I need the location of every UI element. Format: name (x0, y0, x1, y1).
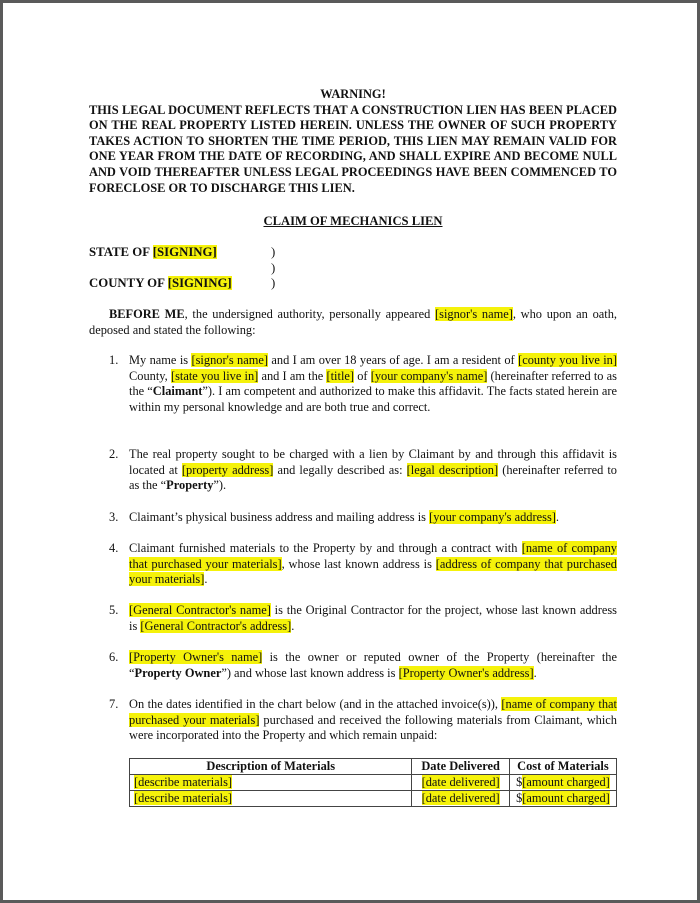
item-1 (129, 353, 617, 415)
claim-title: CLAIM OF MECHANICS LIEN (263, 214, 443, 228)
table-header-row (130, 759, 617, 775)
placeholder-field: [your company's address] (429, 510, 556, 524)
defined-term: Property Owner (134, 665, 222, 680)
item-text: ”) and whose last known address is (221, 665, 399, 680)
row-description (130, 791, 412, 807)
placeholder-field: [signor's name] (191, 353, 268, 367)
materials-table (129, 758, 617, 807)
warning-text: THIS LEGAL DOCUMENT REFLECTS THAT A CONSTRUCTION LIEN HAS BEEN PLACED ON THE REAL PROPERTY LISTED HEREIN. UNLESS THE OWNER OF SUCH PROPERTY TAKES ACTION TO SHORTEN THE TIME PERIOD, THIS LIEN MAY REMAIN VALID FOR ONE YEAR FROM THE DATE OF RECORDING, AND SHALL EXPIRE AND BECOME NULL AND VOID THEREAFTER UNLESS LEGAL PROCEEDINGS HAVE BEEN COMMENCED TO FORECLOSE OR TO DISCHARGE THIS LIEN. (89, 102, 617, 195)
paren-1: ) (271, 245, 276, 259)
item-text: purchased and received the following materials from Claimant, which were incorporated into the Property and which remain unpaid: (129, 712, 617, 743)
row-cost (509, 775, 616, 791)
item-text: . (204, 572, 208, 587)
placeholder-field: [General Contractor's address] (140, 618, 292, 633)
item-text: County, (129, 368, 171, 383)
placeholder-field: [title] (326, 368, 355, 383)
item-6 (129, 650, 617, 681)
placeholder-field: [address of company that purchased your materials] (129, 556, 617, 587)
placeholder-field: [Property Owner's address] (398, 665, 534, 680)
table-row (130, 791, 617, 807)
row-cost (509, 791, 616, 807)
item-2-number: 2. (109, 447, 119, 461)
paren-2: ) (271, 261, 276, 275)
placeholder-field: [your company's name] (370, 368, 488, 383)
placeholder-field: [Property Owner's name] (129, 650, 263, 664)
placeholder-field: [amount charged] (522, 791, 610, 805)
item-text: (hereinafter referred to as the “ (129, 368, 618, 399)
item-text: (hereinafter referred to as the “ (129, 462, 617, 493)
item-text: The real property sought to be charged with a lien by Claimant by and through this affidavit is located at (129, 447, 617, 477)
state-value: [SIGNING] (152, 245, 217, 259)
intro-text: , the undersigned authority, personally appeared (184, 307, 436, 321)
placeholder-field: [General Contractor's name] (129, 603, 271, 617)
item-4-number: 4. (109, 541, 119, 555)
header-cost: Cost of Materials (509, 759, 616, 775)
county-value: [SIGNING] (167, 276, 232, 290)
state-label: STATE OF (89, 245, 153, 259)
row-date (412, 791, 509, 807)
item-text: Claimant furnished materials to the Property by and through a contract with (129, 541, 522, 555)
item-text: ”). I am competent and authorized to make this affidavit. The facts stated herein are within my personal knowledge and are both true and correct. (129, 384, 617, 414)
item-text: . (533, 665, 537, 680)
placeholder-field: [name of company that purchased your materials] (129, 541, 617, 571)
item-text: On the dates identified in the chart below (and in the attached invoice(s)), (129, 697, 502, 711)
item-text: My name is (129, 353, 192, 367)
item-text: and I am the (258, 368, 327, 383)
document-page (3, 3, 697, 900)
defined-term: Property (166, 478, 214, 493)
header-date: Date Delivered (412, 759, 509, 775)
item-text: is the owner or reputed owner of the Property (hereinafter the “ (129, 650, 617, 680)
warning-title: WARNING! (320, 87, 386, 101)
item-text: Claimant’s physical business address and mailing address is (129, 510, 430, 524)
county-label: COUNTY OF (89, 276, 168, 290)
placeholder-field: [property address] (181, 462, 274, 477)
item-text: ”). (213, 478, 227, 493)
warning-block (89, 87, 617, 196)
item-text: . (291, 618, 295, 633)
placeholder-field: [describe materials] (134, 775, 233, 789)
currency-symbol: $ (516, 791, 523, 805)
row-date (412, 775, 509, 791)
paren-3: ) (271, 276, 276, 290)
placeholder-field: [date delivered] (421, 791, 500, 805)
placeholder-field: [legal description] (406, 462, 499, 477)
table-row (130, 775, 617, 791)
intro-placeholder: [signor's name] (435, 307, 513, 321)
placeholder-field: [state you live in] (170, 368, 259, 383)
item-3-number: 3. (109, 510, 119, 524)
item-text: and legally described as: (273, 462, 407, 477)
currency-symbol: $ (516, 775, 523, 789)
item-text: of (354, 368, 371, 383)
intro-paragraph (89, 307, 617, 338)
item-1-number: 1. (109, 353, 119, 367)
placeholder-field: [county you live in] (518, 353, 618, 367)
defined-term: Claimant (152, 384, 203, 399)
intro-text: , who upon an oath, deposed and stated the following: (89, 307, 618, 337)
item-5 (129, 603, 617, 634)
item-5-number: 5. (109, 603, 119, 617)
item-6-number: 6. (109, 650, 119, 664)
item-7 (129, 697, 617, 744)
item-7-number: 7. (109, 697, 119, 711)
state-line (89, 245, 217, 260)
placeholder-field: [describe materials] (134, 791, 233, 805)
item-text: , whose last known address is (281, 556, 436, 571)
item-text: and I am over 18 years of age. I am a resident of (268, 353, 519, 367)
item-3 (129, 510, 617, 526)
item-text: is the Original Contractor for the project, whose last known address is (129, 603, 617, 633)
placeholder-field: [date delivered] (421, 775, 500, 789)
placeholder-field: [name of company that purchased your materials] (129, 697, 617, 727)
intro-lead: BEFORE ME (109, 307, 185, 321)
placeholder-field: [amount charged] (522, 775, 610, 789)
county-line (89, 276, 232, 291)
item-text: . (555, 510, 559, 524)
row-description (130, 775, 412, 791)
header-description: Description of Materials (130, 759, 412, 775)
item-2 (129, 447, 617, 494)
item-4 (129, 541, 617, 588)
